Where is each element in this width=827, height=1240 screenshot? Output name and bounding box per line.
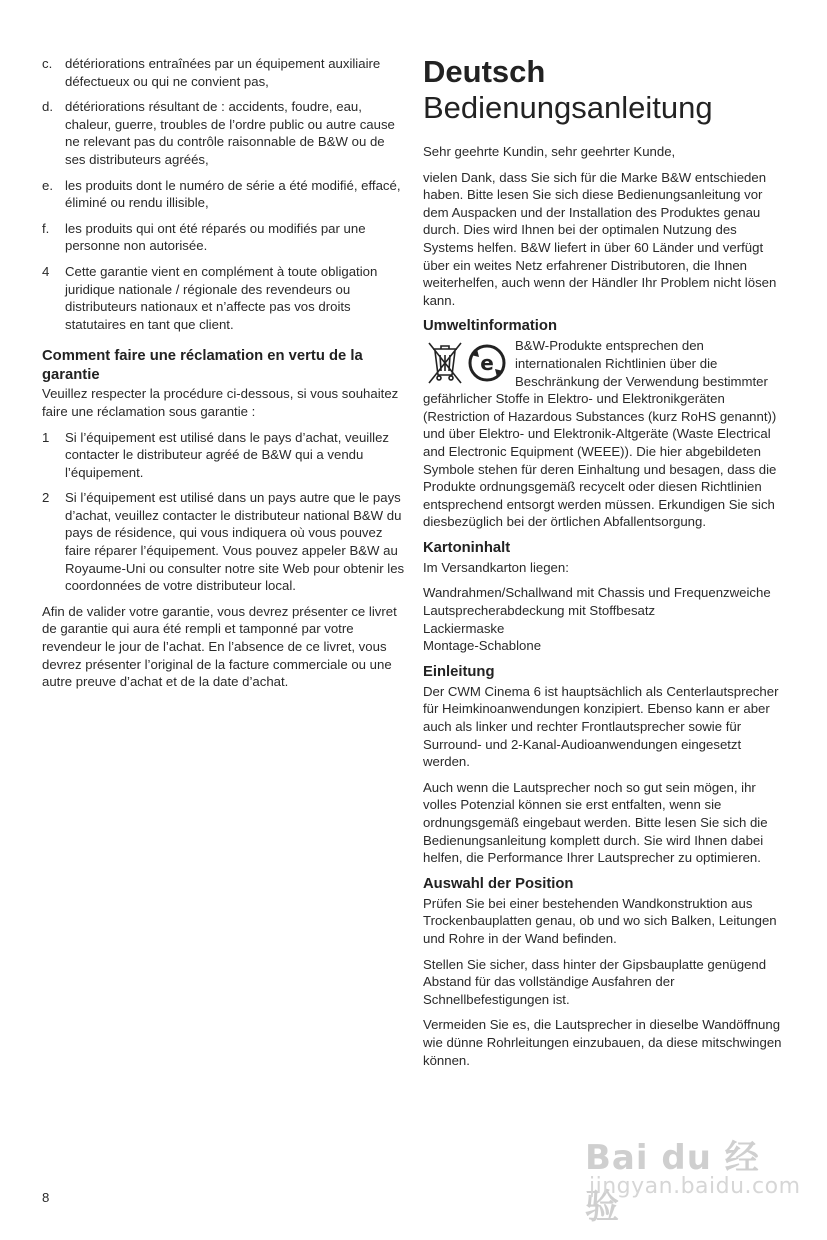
list-marker: 2	[42, 490, 50, 506]
position-paragraph-3: Vermeiden Sie es, die Lautsprecher in dieselbe Wandöffnung wie dünne Rohrleitungen einzubauen, da diese mitschwingen können.	[423, 1017, 782, 1068]
salutation: Sehr geehrte Kundin, sehr geehrter Kunde,	[423, 144, 676, 159]
carton-item: Wandrahmen/Schallwand mit Chassis und Frequenzweiche	[423, 585, 771, 601]
list-marker: e.	[42, 177, 53, 193]
intro-paragraph-1: Der CWM Cinema 6 ist hauptsächlich als Centerlautsprecher für Heimkinoanwendungen konzipiert. Ebenso kann er aber auch als linker und rechter Frontlautsprecher sowie für Surround- und 2-Kanal-Audioanwendungen eingesetzt werden.	[423, 683, 779, 770]
intro-paragraph: vielen Dank, dass Sie sich für die Marke B&W entschieden haben. Bitte lesen Sie sich diese Bedienungsanleitung vor dem Auspacken und der Installation des Produktes genau durch. Dies wird Ihnen bei der optimalen Nutzung des Systems helfen. B&W liefert in über 60 Länder und verfügt über ein weites Netz erfahrener Distributoren, die Ihnen weiterhelfen, auch wenn der Händler Ihr Problem nicht lösen kann.	[423, 169, 777, 308]
svg-text:e: e	[480, 351, 494, 376]
position-paragraph-1: Prüfen Sie bei einer bestehenden Wandkonstruktion aus Trockenbauplatten genau, ob und wo sich Balken, Leitungen und Rohre in der Wand befinden.	[423, 895, 777, 946]
claim-intro: Veuillez respecter la procédure ci-dessous, si vous souhaitez faire une réclamation sous garantie :	[42, 386, 399, 419]
claim-heading: Comment faire une réclamation en vertu de la garantie	[42, 348, 363, 384]
watermark	[585, 1130, 801, 1227]
intro-paragraph-2: Auch wenn die Lautsprecher noch so gut sein mögen, ihr volles Potenzial können sie erst entfalten, wenn sie ordnungsgemäß eingebaut werden. Bitte lesen Sie sich die Bedienungsanleitung komplett durch. Sie wird Ihnen dabei helfen, die Performance Ihrer Lautsprecher zu optimieren.	[423, 779, 768, 866]
position-heading: Auswahl der Position	[423, 875, 574, 892]
validation-paragraph: Afin de valider votre garantie, vous devrez présenter ce livret de garantie qui aura été rempli et tamponné par votre revendeur le jour de l’achat. En l’absence de ce livret, vous devrez présenter l’original de la facture commerciale ou une autre preuve d’achat et de la date d’achat.	[42, 603, 397, 690]
environment-section	[423, 337, 787, 531]
carton-intro: Im Versandkarton liegen:	[423, 559, 569, 575]
watermark-brand: Bai du 经验	[585, 1138, 760, 1227]
position-paragraph-2: Stellen Sie sicher, dass hinter der Gipsbauplatte genügend Abstand für das vollständige Ausfahren der Schnellbefestigungen ist.	[423, 956, 767, 1007]
left-column	[42, 55, 406, 699]
list-marker: c.	[42, 56, 53, 71]
compliance-icons	[423, 339, 511, 387]
list-text: détériorations entraînées par un équipement auxiliaire défectueux ou qui ne convient pas,	[65, 56, 381, 89]
right-column	[423, 55, 787, 1077]
list-item	[42, 263, 406, 333]
environment-heading: Umweltinformation	[423, 318, 557, 335]
china-rohs-recycling-icon	[423, 339, 511, 385]
watermark-url: jingyan.baidu.com	[589, 1174, 801, 1199]
list-text: Cette garantie vient en complément à toute obligation juridique nationale / régionale des revendeurs ou distributeurs nationaux et n’affecte pas vos droits statutaires en tant que client.	[65, 263, 378, 332]
list-marker: f.	[42, 220, 50, 236]
list-text: détériorations résultant de : accidents, foudre, eau, chaleur, guerre, troubles de l’ordre public ou autre cause ne relevant pas du contrôle raisonnable de B&W ou de ses distributeurs agréés,	[65, 99, 395, 167]
warranty-exclusions-list	[42, 55, 406, 333]
list-item	[42, 177, 406, 212]
carton-item: Lautsprecherabdeckung mit Stoffbesatz	[423, 603, 656, 619]
list-text: les produits qui ont été réparés ou modifiés par une personne non autorisée.	[65, 220, 366, 254]
intro-heading: Einleitung	[423, 663, 495, 680]
carton-heading: Kartoninhalt	[423, 539, 511, 556]
list-item	[42, 429, 406, 482]
claim-steps-list	[42, 429, 406, 595]
list-item	[42, 220, 406, 255]
page-number: 8	[42, 1190, 50, 1205]
language-title: Deutsch	[423, 54, 546, 89]
list-marker: d.	[42, 99, 53, 115]
list-item	[42, 489, 406, 595]
list-text: les produits dont le numéro de série a été modifié, effacé, éliminé ou rendu illisible,	[65, 177, 401, 211]
list-text: Si l’équipement est utilisé dans le pays d’achat, veuillez contacter le distributeur agréé de B&W qui a vendu l’équipement.	[65, 429, 390, 480]
document-title: Bedienungsanleitung	[423, 90, 713, 125]
list-text: Si l’équipement est utilisé dans un pays autre que le pays d’achat, veuillez contacter le distributeur national B&W du pays de résidence, qui vous indiquera où vous pouvez faire réparer l’équipement. Vous pouvez appeler B&W au Royaume-Uni ou consulter notre site Web pour obtenir les coordonnées de votre distributeur local.	[65, 490, 405, 594]
environment-text: B&W-Produkte entsprechen den internationalen Richtlinien über die Beschränkung der Verwendung bestimmter gefährlicher Stoffe in Elektro- und Elektronikgeräten (Restriction of Hazardous Substances (kurz RoHS genannt)) und über Elektro- und Elektronik-Altgeräte (Waste Electrical and Electronic Equipment (WEEE)). Die hier abgebildeten Symbole stehen für deren Einhaltung und besagen, dass die Produkte ordnungsgemäß recycelt oder diesen Richtlinien entsprechend entsorgt werden müssen. Erkundigen Sie sich diesbezüglich bei der örtlichen Abfallentsorgung.	[423, 338, 777, 530]
carton-items-list	[423, 584, 787, 654]
list-marker: 4	[42, 263, 50, 279]
list-item	[42, 55, 406, 90]
list-marker: 1	[42, 429, 50, 445]
list-item	[42, 98, 406, 168]
carton-item: Lackiermaske	[423, 620, 505, 636]
carton-item: Montage-Schablone	[423, 638, 542, 654]
